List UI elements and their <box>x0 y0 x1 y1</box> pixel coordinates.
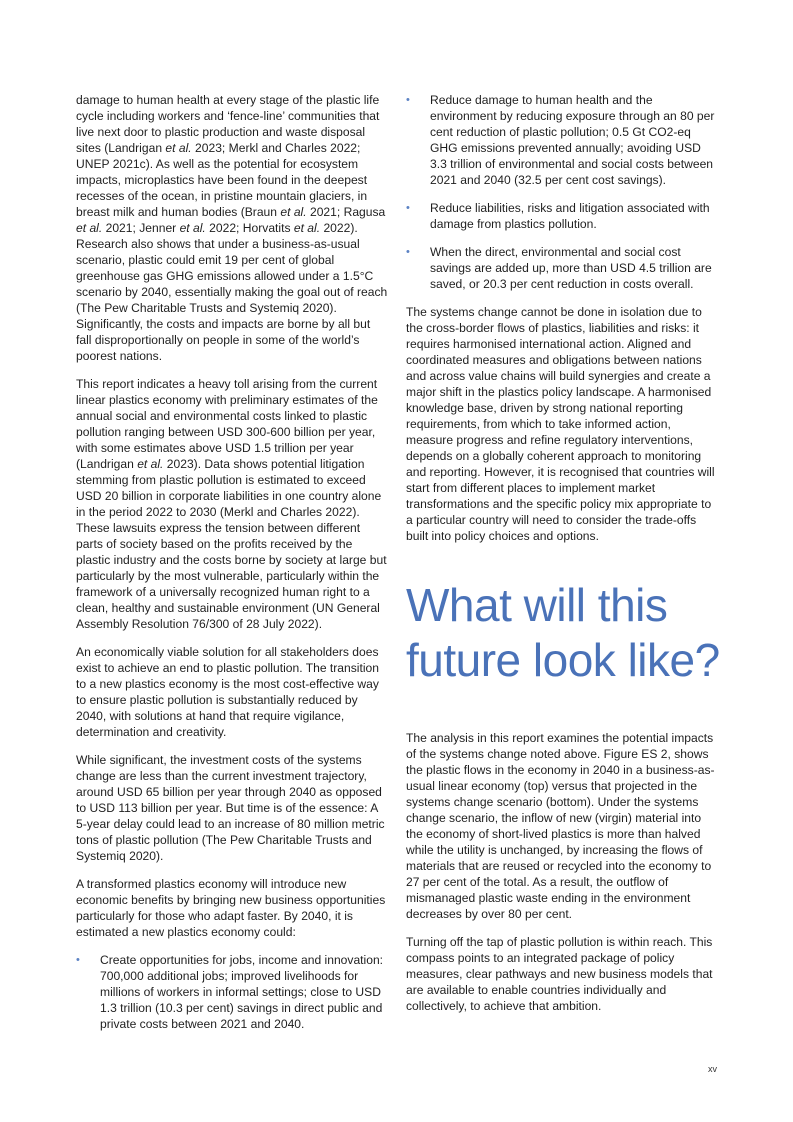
paragraph: Turning off the tap of plastic pollution is within reach. This compass points to an integrated package of policy measures, clear pathways and new business models that are available to enable countries individually and collectively, to achieve that ambition. <box>406 935 713 1013</box>
paragraph: The systems change cannot be done in isolation due to the cross-border flows of plastics, liabilities and risks: it requires harmonised international action. Aligned and coordinated measures and obligations between nations and across value chains will build synergies and create a major shift in the plastics policy landscape. A harmonised knowledge base, driven by strong national reporting requirements, from which to take informed action, measure progress and refine regulatory interventions, depends on a globally coherent approach to monitoring and reporting. However, it is recognised that countries will start from different places to implement market transformations and the specific policy mix appropriate to a particular country will need to consider the trade-offs built into policy choices and options. <box>406 305 715 543</box>
paragraph: The analysis in this report examines the potential impacts of the systems change noted above. Figure ES 2, shows the plastic flows in the economy in 2040 in a business-as-usual linear economy (top) versus that projected in the systems change scenario (bottom). Under the systems change scenario, the inflow of new (virgin) material into the economy of short-lived plastics is more than halved while the utility is unchanged, by increasing the flows of materials that are reused or recycled into the economy to 27 per cent of the total. As a result, the outflow of mismanaged plastic waste ending in the environment decreases by over 80 per cent. <box>406 731 715 921</box>
paragraph: This report indicates a heavy toll arising from the current linear plastics economy with preliminary estimates of the annual social and environmental costs linked to plastic pollution ranging between USD 300-600 billion per year, with some estimates above USD 1.5 trillion per year (Landrigan et al. 2023). Data shows potential litigation stemming from plastic pollution is estimated to exceed USD 20 billion in corporate liabilities in one country alone in the period 2022 to 2030 (Merkl and Charles 2022). These lawsuits express the tension between different parts of society based on the profits received by the plastic industry and the costs borne by society at large but particularly by the most vulnerable, particularly within the framework of a universally recognized human right to a clean, healthy and sustainable environment (UN General Assembly Resolution 76/300 of 28 July 2022). <box>76 377 387 631</box>
section-heading: What will this future look like? <box>406 579 720 686</box>
paragraph: An economically viable solution for all stakeholders does exist to achieve an end to plastic pollution. The transition to a new plastics economy is the most cost-effective way to ensure plastic pollution is substantially reduced by 2040, with solutions at hand that require vigilance, determination and creativity. <box>76 645 379 739</box>
bullet-list <box>76 952 388 1032</box>
bullet-icon: • <box>406 246 410 258</box>
list-item: • When the direct, environmental and social cost savings are added up, more than USD 4.5 trillion are saved, or 20.3 per cent reduction in costs overall. <box>406 245 712 291</box>
paragraph: While significant, the investment costs of the systems change are less than the current investment trajectory, around USD 65 billion per year through 2040 as opposed to USD 113 billion per year. But time is of the essence: A 5-year delay could lead to an increase of 80 million metric tons of plastic pollution (The Pew Charitable Trusts and Systemiq 2020). <box>76 753 385 863</box>
left-column <box>76 92 388 1044</box>
bullet-icon: • <box>406 202 410 214</box>
bullet-icon: • <box>406 94 410 106</box>
list-item: • Reduce damage to human health and the environment by reducing exposure through an 80 per cent reduction of plastic pollution; 0.5 Gt CO2-eq GHG emissions prevented annually; avoiding USD 3.3 trillion of environmental and social costs between 2021 and 2040 (32.5 per cent cost savings). <box>406 93 715 187</box>
page-number: xv <box>708 1064 717 1074</box>
paragraph: damage to human health at every stage of the plastic life cycle including workers and ‘fence-line’ communities that live next door to plastic production and waste disposal sites (Landrigan et al. 2023; Merkl and Charles 2022; UNEP 2021c). As well as the potential for ecosystem impacts, microplastics have been found in the deepest recesses of the ocean, in pristine mountain glaciers, in breast milk and human bodies (Braun et al. 2021; Ragusa et al. 2021; Jenner et al. 2022; Horvatits et al. 2022). Research also shows that under a business-as-usual scenario, plastic could emit 19 per cent of global greenhouse gas GHG emissions allowed under a 1.5°C scenario by 2040, essentially making the goal out of reach (The Pew Charitable Trusts and Systemiq 2020). Significantly, the costs and impacts are borne by all but fall disproportionally on people in some of the world’s poorest nations. <box>76 93 388 363</box>
paragraph: A transformed plastics economy will introduce new economic benefits by bringing new business opportunities particularly for those who adapt faster. By 2040, it is estimated a new plastics economy could: <box>76 877 386 939</box>
list-item: • Create opportunities for jobs, income and innovation: 700,000 additional jobs; improved livelihoods for millions of workers in informal settings; close to USD 1.3 trillion (10.3 per cent) savings in direct public and private costs between 2021 and 2040. <box>76 953 384 1031</box>
bullet-list <box>406 92 721 292</box>
list-item: • Reduce liabilities, risks and litigation associated with damage from plastics pollution. <box>406 201 710 231</box>
bullet-icon: • <box>76 954 80 966</box>
right-column <box>406 92 721 1026</box>
